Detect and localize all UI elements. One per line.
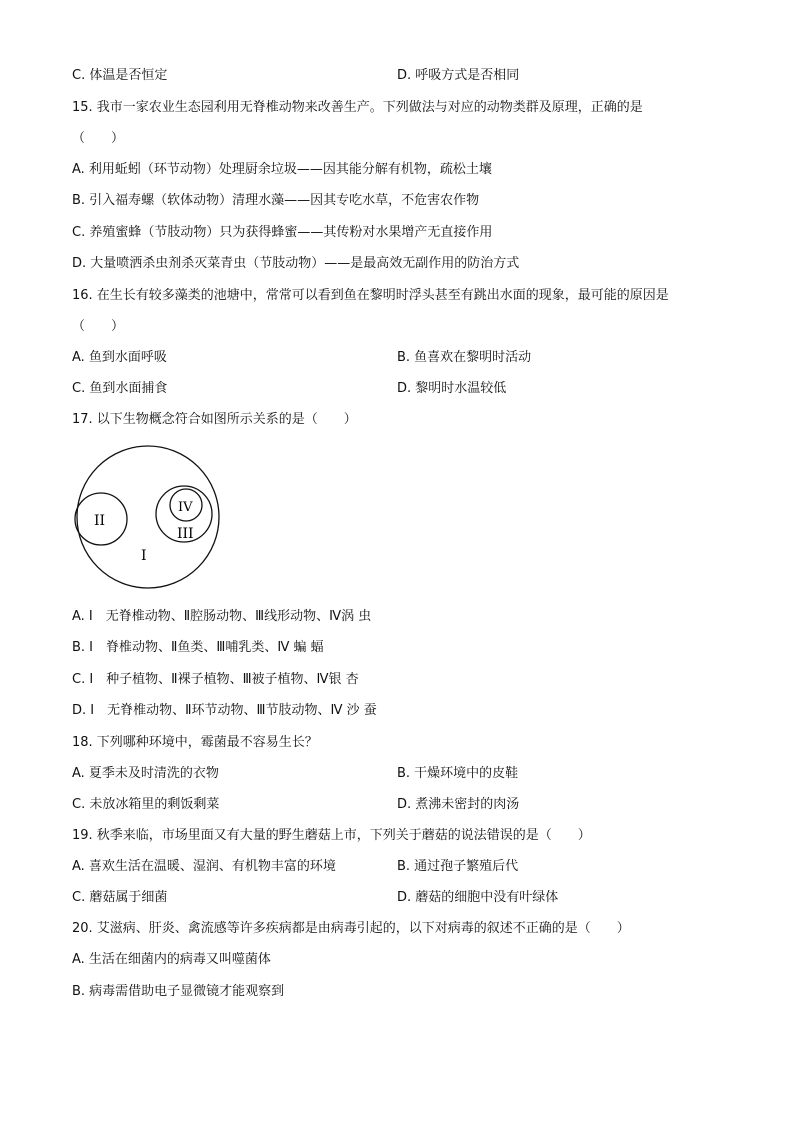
label-III: III <box>177 526 194 542</box>
q17-option-d: D. I 无脊椎动物、Ⅱ环节动物、Ⅲ节肢动物、Ⅳ 沙 蚕 <box>72 703 377 718</box>
q20-option-a: A. 生活在细菌内的病毒又叫噬菌体 <box>72 952 271 967</box>
q14-option-d: D. 呼吸方式是否相同 <box>397 68 520 83</box>
q18-option-c: C. 未放冰箱里的剩饭剩菜 <box>72 797 220 812</box>
q14-option-c: C. 体温是否恒定 <box>72 68 168 83</box>
concept-relationship-diagram <box>72 444 232 594</box>
q16-option-b: B. 鱼喜欢在黎明时活动 <box>397 350 532 365</box>
q15-stem: 15. 我市一家农业生态园利用无脊椎动物来改善生产。下列做法与对应的动物类群及原理，正确的是 <box>72 100 643 115</box>
q19-option-a: A. 喜欢生活在温暖、湿润、有机物丰富的环境 <box>72 859 336 874</box>
q16-option-c: C. 鱼到水面捕食 <box>72 381 168 396</box>
q19-option-c: C. 蘑菇属于细菌 <box>72 890 168 905</box>
q15-option-d: D. 大量喷洒杀虫剂杀灭菜青虫（节肢动物）——是最高效无副作用的防治方式 <box>72 256 520 271</box>
q16-stem: 16. 在生长有较多藻类的池塘中，常常可以看到鱼在黎明时浮头甚至有跳出水面的现象，最可能的原因是 <box>72 288 669 303</box>
q20-option-b: B. 病毒需借助电子显微镜才能观察到 <box>72 984 285 999</box>
q17-stem: 17. 以下生物概念符合如图所示关系的是（ ） <box>72 412 357 427</box>
q19-option-b: B. 通过孢子繁殖后代 <box>397 859 519 874</box>
label-I: I <box>141 548 147 564</box>
q15-answer-paren: （ ） <box>72 131 125 146</box>
q16-option-d: D. 黎明时水温较低 <box>397 381 507 396</box>
q15-option-a: A. 利用蚯蚓（环节动物）处理厨余垃圾——因其能分解有机物，疏松土壤 <box>72 162 492 177</box>
q18-option-a: A. 夏季未及时清洗的衣物 <box>72 766 219 781</box>
q18-option-d: D. 煮沸未密封的肉汤 <box>397 797 520 812</box>
q19-option-d: D. 蘑菇的细胞中没有叶绿体 <box>397 890 559 905</box>
q15-option-b: B. 引入福寿螺（软体动物）清理水藻——因其专吃水草，不危害农作物 <box>72 193 480 208</box>
q17-option-c: C. I 种子植物、Ⅱ裸子植物、Ⅲ被子植物、Ⅳ银 杏 <box>72 672 359 687</box>
q16-option-a: A. 鱼到水面呼吸 <box>72 350 167 365</box>
q18-stem: 18. 下列哪种环境中，霉菌最不容易生长？ <box>72 735 318 750</box>
q17-option-a: A. I 无脊椎动物、Ⅱ腔肠动物、Ⅲ线形动物、Ⅳ涡 虫 <box>72 609 372 624</box>
q19-stem: 19. 秋季来临，市场里面又有大量的野生蘑菇上市，下列关于蘑菇的说法错误的是（ ） <box>72 828 591 843</box>
q18-option-b: B. 干燥环境中的皮鞋 <box>397 766 519 781</box>
label-IV: IV <box>178 500 193 515</box>
q20-stem: 20. 艾滋病、肝炎、禽流感等许多疾病都是由病毒引起的，以下对病毒的叙述不正确的是（ ） <box>72 921 630 936</box>
label-II: II <box>94 513 106 529</box>
q15-option-c: C. 养殖蜜蜂（节肢动物）只为获得蜂蜜——其传粉对水果增产无直接作用 <box>72 225 493 240</box>
q17-option-b: B. I 脊椎动物、Ⅱ鱼类、Ⅲ哺乳类、Ⅳ 蝙 蝠 <box>72 640 324 655</box>
q16-answer-paren: （ ） <box>72 319 125 334</box>
